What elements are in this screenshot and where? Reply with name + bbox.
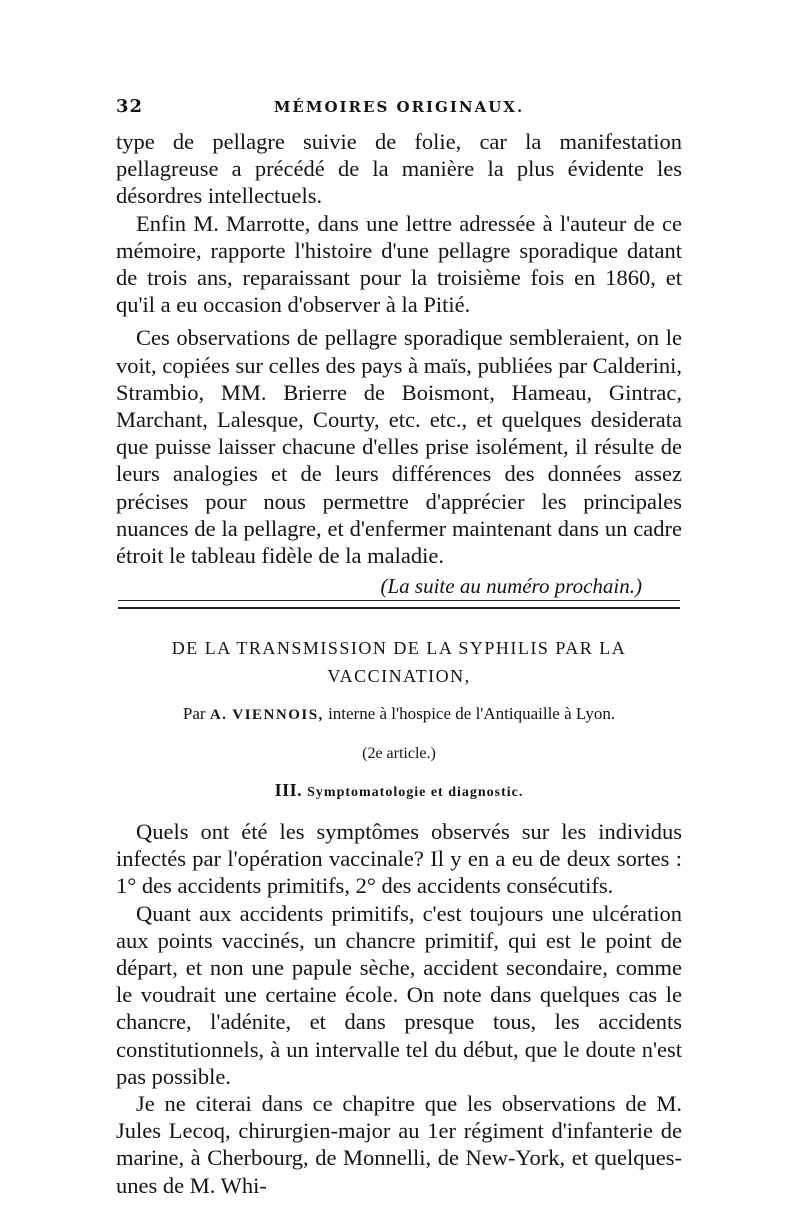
paragraph: Je ne citerai dans ce chapitre que les observations de M. Jules Lecoq, chirurgien-major au 1er régiment d'infanterie de marine, à Cherbourg, de Monnelli, de New-York, et quelques-unes de M. Whi- <box>116 1091 682 1198</box>
running-title: MÉMOIRES ORIGINAUX. <box>273 98 525 116</box>
page-number: 32 <box>116 96 144 117</box>
section-number: III. <box>274 780 303 800</box>
section-heading <box>116 780 682 801</box>
section-divider <box>118 600 680 609</box>
section-title: Symptomatologie et diagnostic. <box>307 785 524 800</box>
paragraph: Quels ont été les symptômes observés sur les individus infectés par l'opération vaccinale? Il y en a eu de deux sortes : 1° des accidents primitifs, 2° des accidents consécutifs. <box>116 819 682 899</box>
byline-prefix: Par <box>182 704 206 723</box>
paragraph: Ces observations de pellagre sporadique sembleraient, on le voit, copiées sur celles des pays à maïs, publiées par Calderini, Strambio, MM. Brierre de Boismont, Hameau, Gintrac, Marchant, Lalesque, Courty, etc. etc., et quelques desiderata que puisse laisser chacune d'elles prise isolément, il résulte de leurs analogies et de leurs différences des données assez précises pour nous permettre d'apprécier les principales nuances de la pellagre, et d'enfermer maintenant dans un cadre étroit le tableau fidèle de la maladie. <box>116 325 682 569</box>
article-part: (2e article.) <box>362 745 436 762</box>
byline <box>116 704 682 724</box>
article-body <box>116 818 682 1199</box>
author-name: A. VIENNOIS, <box>209 707 324 723</box>
article-title-line: VACCINATION, <box>327 666 471 686</box>
paragraph: type de pellagre suivie de folie, car la manifestation pellagreuse a précédé de la manière la plus évidente les désordres intellectuels. <box>116 129 682 209</box>
paragraph: Quant aux accidents primitifs, c'est toujours une ulcération aux points vaccinés, un chancre primitif, qui est le point de départ, et non une papule sèche, accident secondaire, comme le voudrait une certaine école. On note dans quelques cas le chancre, l'adénite, et dans presque tous, les accidents constitutionnels, à un intervalle tel du début, que le doute n'est pas possible. <box>116 900 682 1089</box>
article-title <box>116 634 682 690</box>
article-title-line: DE LA TRANSMISSION DE LA SYPHILIS PAR LA <box>171 638 627 658</box>
paragraph: Enfin M. Marrotte, dans une lettre adressée à l'auteur de ce mémoire, rapporte l'histoire d'une pellagre sporadique datant de trois ans, reparaissant pour la troisième fois en 1860, et qu'il a eu occasion d'observer à la Pitié. <box>116 210 682 318</box>
running-header <box>116 96 682 120</box>
previous-article-text <box>116 128 682 600</box>
continued-note: (La suite au numéro prochain.) <box>380 574 642 599</box>
author-affiliation: interne à l'hospice de l'Antiquaille à Lyon. <box>328 704 616 723</box>
